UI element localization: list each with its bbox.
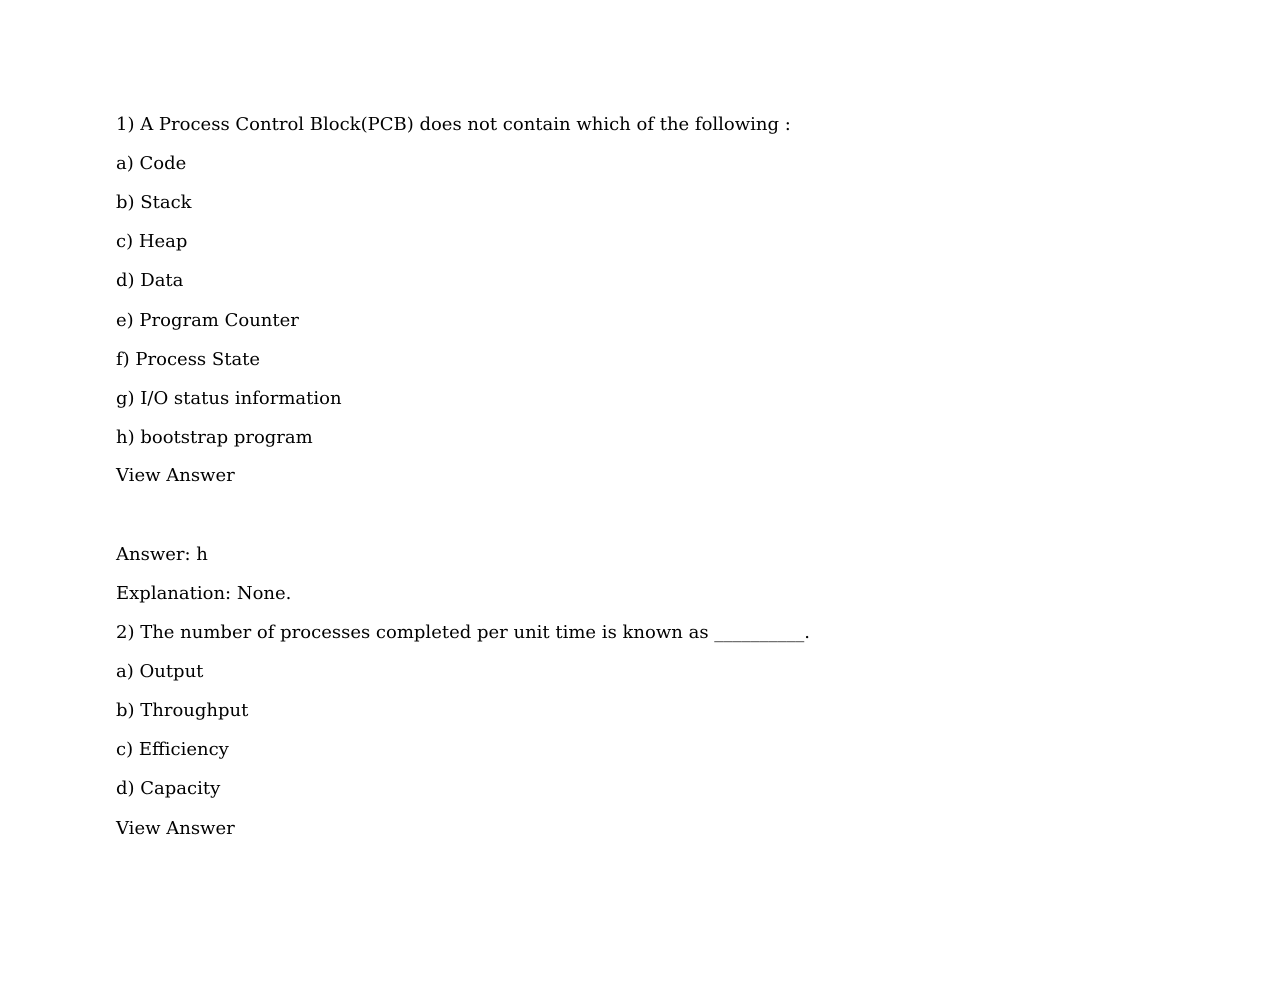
question-1-text: 1) A Process Control Block(PCB) does not contain which of the following : — [116, 114, 791, 135]
question-1-option-c: c) Heap — [116, 231, 188, 252]
question-1-explanation: Explanation: None. — [116, 583, 292, 604]
question-1-option-h: h) bootstrap program — [116, 427, 313, 448]
question-2-option-c: c) Efficiency — [116, 739, 229, 760]
document-page — [116, 0, 1216, 989]
question-1-option-e: e) Program Counter — [116, 310, 299, 331]
question-1-option-a: a) Code — [116, 153, 187, 174]
question-2-view-answer-link[interactable]: View Answer — [116, 818, 235, 839]
question-2-option-a: a) Output — [116, 661, 204, 682]
question-2-text: 2) The number of processes completed per unit time is known as __________. — [116, 622, 810, 643]
question-1-answer: Answer: h — [116, 544, 208, 565]
question-1-option-b: b) Stack — [116, 192, 192, 213]
question-1-view-answer-link[interactable]: View Answer — [116, 465, 235, 486]
question-2-option-b: b) Throughput — [116, 700, 249, 721]
question-2-option-d: d) Capacity — [116, 778, 221, 799]
question-1-option-f: f) Process State — [116, 349, 261, 370]
question-1-option-g: g) I/O status information — [116, 388, 342, 409]
question-1-option-d: d) Data — [116, 270, 184, 291]
